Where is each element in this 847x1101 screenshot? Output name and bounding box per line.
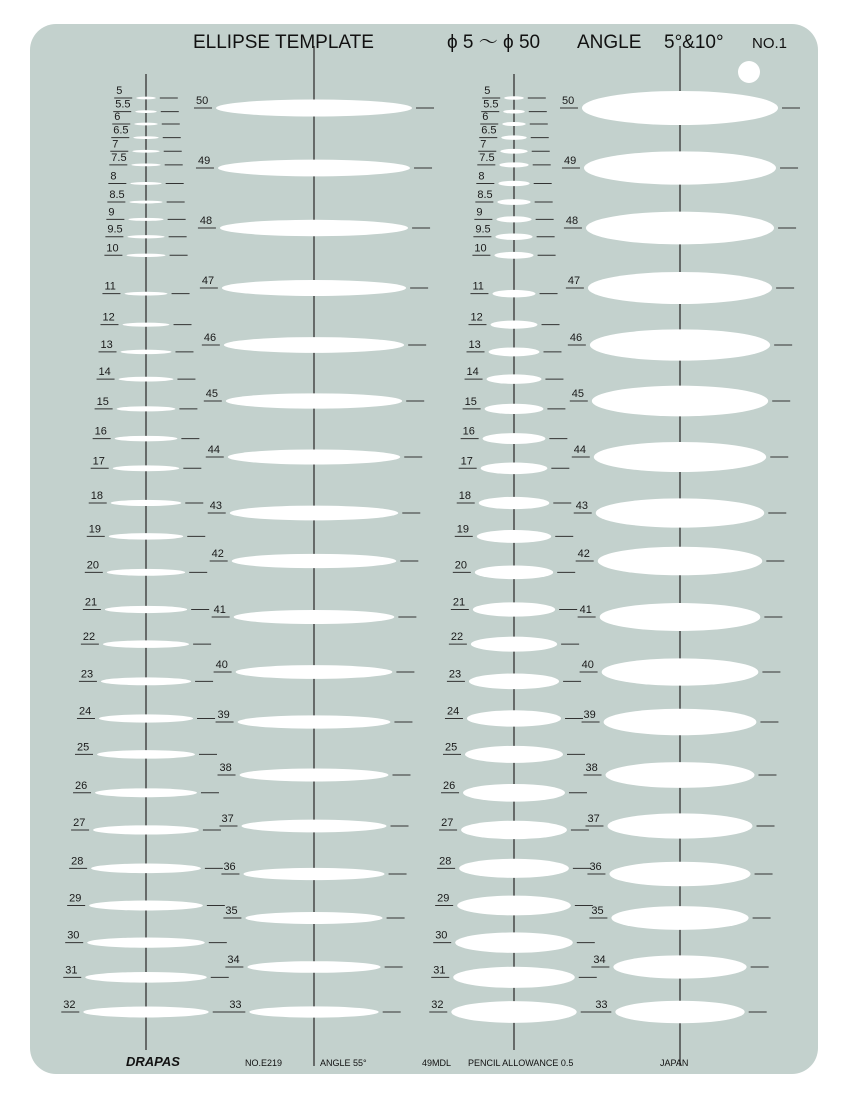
size-label-left-small-29: 29 xyxy=(69,892,82,905)
size-label-left-large-43: 43 xyxy=(209,500,222,512)
size-label-right-large-49: 49 xyxy=(563,155,577,167)
size-label-right-small-19: 19 xyxy=(456,523,470,536)
size-label-left-large-33: 33 xyxy=(229,999,242,1011)
size-label-left-small-30: 30 xyxy=(67,929,80,942)
ellipse-right-large-39 xyxy=(604,709,757,736)
size-label-right-small-6: 6 xyxy=(482,111,489,124)
ellipse-left-large-34 xyxy=(247,961,380,973)
size-label-left-small-13: 13 xyxy=(100,338,113,351)
ellipse-left-small-32 xyxy=(83,1007,208,1018)
size-label-left-small-31: 31 xyxy=(65,964,78,977)
ellipse-right-large-37 xyxy=(607,813,752,838)
size-label-right-large-45: 45 xyxy=(571,388,585,400)
ellipse-right-large-50 xyxy=(582,91,778,125)
size-label-left-small-18: 18 xyxy=(90,489,103,502)
ellipse-left-small-11 xyxy=(124,292,167,296)
size-label-right-large-40: 40 xyxy=(581,659,594,671)
template-title: ELLIPSE TEMPLATE xyxy=(193,32,374,53)
size-label-left-large-46: 46 xyxy=(203,332,217,344)
ellipse-right-large-36 xyxy=(609,862,750,887)
ellipse-left-large-40 xyxy=(236,665,393,679)
size-label-left-small-8: 8 xyxy=(110,170,117,183)
ellipse-left-small-23 xyxy=(101,677,191,685)
size-label-left-large-36: 36 xyxy=(223,861,236,873)
size-label-left-small-6.5: 6.5 xyxy=(113,124,129,137)
size-label-left-small-9: 9 xyxy=(108,206,115,219)
ellipse-right-large-49 xyxy=(584,151,776,184)
ellipse-right-small-16 xyxy=(483,433,546,444)
ellipse-left-small-15 xyxy=(117,406,176,411)
size-label-left-small-11: 11 xyxy=(104,280,116,293)
ellipse-right-small-17 xyxy=(481,463,548,475)
ellipse-right-large-43 xyxy=(596,498,765,527)
ellipse-right-large-33 xyxy=(615,1001,744,1023)
ellipse-right-large-45 xyxy=(592,386,768,417)
ellipse-right-large-47 xyxy=(588,272,772,304)
ellipse-right-small-18 xyxy=(479,497,550,509)
ellipse-right-small-11 xyxy=(492,290,535,297)
size-label-left-large-45: 45 xyxy=(205,388,219,400)
ellipse-left-small-18 xyxy=(111,500,182,506)
size-label-left-large-48: 48 xyxy=(199,215,213,227)
size-label-right-large-44: 44 xyxy=(573,444,587,456)
size-label-right-small-16: 16 xyxy=(462,425,475,438)
ellipse-left-small-12 xyxy=(122,323,169,327)
ellipse-left-small-26 xyxy=(95,788,197,797)
ellipse-right-small-7 xyxy=(500,149,527,154)
ellipse-left-small-5.5 xyxy=(135,110,157,113)
size-label-right-large-50: 50 xyxy=(562,95,575,107)
ellipse-right-large-42 xyxy=(598,547,763,576)
ellipse-left-small-29 xyxy=(89,901,203,911)
ellipse-right-small-27 xyxy=(461,821,567,839)
size-label-right-small-23: 23 xyxy=(448,668,462,681)
diameter-range: ϕ 5 〜 ϕ 50 xyxy=(447,32,541,53)
size-label-right-small-28: 28 xyxy=(439,855,452,868)
size-label-right-large-37: 37 xyxy=(587,813,600,825)
size-label-right-large-42: 42 xyxy=(577,548,590,560)
size-label-right-small-15: 15 xyxy=(464,395,477,408)
size-label-right-large-36: 36 xyxy=(589,861,602,873)
ellipse-right-small-25 xyxy=(465,746,563,763)
size-label-right-small-24: 24 xyxy=(446,705,460,718)
size-label-right-small-27: 27 xyxy=(441,816,454,829)
ellipse-left-large-37 xyxy=(241,820,386,833)
size-label-right-small-20: 20 xyxy=(454,559,468,572)
size-label-left-small-16: 16 xyxy=(94,425,107,438)
ellipse-right-large-34 xyxy=(613,955,746,978)
ellipse-left-small-10 xyxy=(126,254,165,257)
size-label-right-small-7: 7 xyxy=(480,138,487,151)
size-label-left-large-49: 49 xyxy=(197,155,211,167)
size-label-left-large-37: 37 xyxy=(221,813,234,825)
footer-mdl: 49MDL xyxy=(422,1058,452,1068)
model-number: NO.E219 xyxy=(245,1058,283,1068)
ellipse-left-large-47 xyxy=(222,280,406,296)
size-label-right-large-39: 39 xyxy=(583,709,596,721)
ellipse-right-small-20 xyxy=(475,566,553,580)
ellipse-left-small-5 xyxy=(136,97,156,100)
size-label-left-small-19: 19 xyxy=(88,523,102,536)
ellipse-left-small-7 xyxy=(132,150,159,153)
size-label-right-large-35: 35 xyxy=(591,905,604,917)
size-label-left-large-50: 50 xyxy=(196,95,209,107)
ellipse-left-small-13 xyxy=(121,350,172,354)
ellipse-right-small-8 xyxy=(498,181,529,186)
ellipse-right-small-9.5 xyxy=(495,233,532,239)
ellipse-right-small-5.5 xyxy=(503,110,525,114)
size-label-right-small-25: 25 xyxy=(445,741,458,754)
ellipse-right-small-9 xyxy=(496,216,531,222)
ellipse-left-small-21 xyxy=(105,606,187,613)
ellipse-right-small-32 xyxy=(451,1001,576,1023)
ellipse-left-large-43 xyxy=(230,506,399,521)
size-label-right-large-46: 46 xyxy=(569,332,583,344)
ellipse-right-large-41 xyxy=(600,603,761,631)
ellipse-left-large-50 xyxy=(216,99,412,116)
size-label-left-small-8.5: 8.5 xyxy=(109,189,125,202)
size-label-right-small-32: 32 xyxy=(431,999,444,1011)
size-label-left-small-27: 27 xyxy=(73,816,86,829)
ellipse-right-small-6 xyxy=(502,122,526,126)
angle-values: 5°&10° xyxy=(664,32,724,53)
ellipse-right-large-40 xyxy=(602,658,759,685)
ellipse-right-small-28 xyxy=(459,859,569,878)
size-label-right-small-29: 29 xyxy=(437,892,450,905)
ellipse-left-large-38 xyxy=(240,769,389,782)
size-label-left-small-17: 17 xyxy=(92,455,105,468)
size-label-left-large-35: 35 xyxy=(225,905,238,917)
size-label-left-large-47: 47 xyxy=(201,275,215,287)
size-label-right-large-41: 41 xyxy=(579,604,592,616)
size-label-left-small-9.5: 9.5 xyxy=(107,223,123,236)
size-label-left-small-5: 5 xyxy=(116,85,123,97)
ellipse-left-small-28 xyxy=(91,864,201,874)
size-label-right-small-11: 11 xyxy=(472,280,484,293)
size-label-left-large-39: 39 xyxy=(217,709,230,721)
size-label-right-small-6.5: 6.5 xyxy=(481,124,497,137)
ellipse-right-small-6.5 xyxy=(501,135,526,139)
size-label-left-small-23: 23 xyxy=(80,668,94,681)
size-label-right-small-9.5: 9.5 xyxy=(475,223,491,236)
ellipse-left-small-31 xyxy=(85,972,207,983)
pencil-allowance: PENCIL ALLOWANCE 0.5 xyxy=(468,1058,574,1068)
size-label-left-large-42: 42 xyxy=(211,548,224,560)
ellipse-left-large-36 xyxy=(243,868,384,880)
ellipse-right-small-19 xyxy=(477,530,551,543)
size-label-right-small-5: 5 xyxy=(484,85,491,97)
size-label-right-large-48: 48 xyxy=(565,215,579,227)
ellipse-left-large-33 xyxy=(249,1006,378,1017)
ellipse-left-small-14 xyxy=(119,377,174,382)
size-label-right-small-14: 14 xyxy=(466,366,479,379)
ellipse-left-large-48 xyxy=(220,220,408,236)
size-label-left-large-38: 38 xyxy=(219,762,232,774)
size-label-left-small-14: 14 xyxy=(98,366,111,379)
size-label-right-small-26: 26 xyxy=(443,779,456,792)
ellipse-right-small-23 xyxy=(469,673,559,689)
ellipse-left-small-6.5 xyxy=(133,136,158,139)
size-label-left-large-34: 34 xyxy=(227,954,240,966)
ellipse-right-large-38 xyxy=(606,762,755,788)
ellipse-right-small-29 xyxy=(457,896,571,916)
hanging-hole xyxy=(738,61,760,83)
size-label-right-small-8.5: 8.5 xyxy=(477,189,493,202)
ellipse-right-small-22 xyxy=(471,637,557,652)
ellipse-right-small-7.5 xyxy=(499,162,528,167)
footer-angle: ANGLE 55° xyxy=(320,1058,367,1068)
ellipse-right-small-24 xyxy=(467,710,561,726)
size-label-left-small-21: 21 xyxy=(84,596,98,609)
ellipse-left-large-49 xyxy=(218,160,410,177)
brand-logo: DRAPAS xyxy=(126,1054,180,1069)
template-number: NO.1 xyxy=(752,35,788,52)
size-label-right-small-10: 10 xyxy=(474,242,487,255)
size-label-left-small-20: 20 xyxy=(86,559,100,572)
size-label-left-large-40: 40 xyxy=(215,659,228,671)
ellipse-left-small-8.5 xyxy=(129,201,162,204)
ellipse-left-small-22 xyxy=(103,640,189,648)
ellipse-left-large-46 xyxy=(224,337,404,353)
ellipse-left-large-42 xyxy=(232,554,397,568)
size-label-left-small-12: 12 xyxy=(102,311,115,324)
angle-label: ANGLE xyxy=(577,32,642,53)
size-label-right-small-9: 9 xyxy=(476,206,483,219)
size-label-left-small-28: 28 xyxy=(71,855,84,868)
size-label-right-small-17: 17 xyxy=(460,455,473,468)
ellipse-left-large-35 xyxy=(245,912,382,924)
ellipse-left-small-17 xyxy=(113,465,180,471)
ellipse-right-small-21 xyxy=(473,602,555,616)
size-label-left-small-5.5: 5.5 xyxy=(115,98,131,111)
size-label-left-small-6: 6 xyxy=(114,111,121,124)
size-label-right-small-22: 22 xyxy=(450,631,464,644)
ellipse-right-large-44 xyxy=(594,442,766,472)
ellipse-left-small-7.5 xyxy=(131,163,160,166)
ellipse-left-small-19 xyxy=(109,533,183,539)
ellipse-right-small-15 xyxy=(485,404,544,414)
ellipse-left-small-8 xyxy=(130,182,161,185)
ellipse-right-large-48 xyxy=(586,212,774,245)
size-label-left-small-7.5: 7.5 xyxy=(111,151,127,164)
size-label-right-small-8: 8 xyxy=(478,170,485,183)
ellipse-left-large-39 xyxy=(238,715,391,728)
ellipse-right-small-5 xyxy=(504,96,524,99)
size-label-left-small-26: 26 xyxy=(75,779,88,792)
ellipse-right-small-26 xyxy=(463,784,565,802)
ellipse-left-large-41 xyxy=(234,610,395,624)
size-label-right-large-38: 38 xyxy=(585,762,598,774)
ellipse-right-large-46 xyxy=(590,329,770,360)
size-label-left-small-24: 24 xyxy=(78,705,92,718)
size-label-right-small-13: 13 xyxy=(468,338,481,351)
size-label-right-large-47: 47 xyxy=(567,275,581,287)
size-label-left-small-25: 25 xyxy=(77,741,90,754)
ellipse-left-small-9.5 xyxy=(127,235,164,238)
size-label-right-small-5.5: 5.5 xyxy=(483,98,499,111)
ellipse-right-small-13 xyxy=(489,347,540,356)
ellipse-right-small-12 xyxy=(490,321,537,329)
size-label-left-large-41: 41 xyxy=(213,604,226,616)
ellipse-left-small-24 xyxy=(99,714,193,722)
size-label-right-large-34: 34 xyxy=(593,954,606,966)
ellipse-right-small-31 xyxy=(453,967,575,988)
ellipse-right-small-8.5 xyxy=(497,199,530,205)
size-label-right-small-7.5: 7.5 xyxy=(479,151,495,164)
origin-label: JAPAN xyxy=(660,1058,689,1068)
ellipse-right-small-14 xyxy=(487,374,542,384)
size-label-left-small-32: 32 xyxy=(63,999,76,1011)
ellipse-left-small-9 xyxy=(128,218,163,221)
size-label-right-small-12: 12 xyxy=(470,311,483,324)
size-label-right-small-30: 30 xyxy=(435,929,448,942)
size-label-right-large-33: 33 xyxy=(595,999,608,1011)
size-label-right-small-31: 31 xyxy=(433,964,446,977)
ellipse-left-large-45 xyxy=(226,393,402,408)
ellipse-right-small-30 xyxy=(455,932,573,952)
ellipse-right-small-10 xyxy=(494,252,533,259)
ellipse-left-small-25 xyxy=(97,750,195,759)
ellipse-left-small-27 xyxy=(93,825,199,834)
ellipse-left-large-44 xyxy=(228,449,400,464)
size-label-right-large-43: 43 xyxy=(575,500,588,512)
size-label-left-small-15: 15 xyxy=(96,395,109,408)
size-label-left-small-10: 10 xyxy=(106,242,119,255)
size-label-left-small-7: 7 xyxy=(112,138,119,151)
size-label-left-small-22: 22 xyxy=(82,631,96,644)
size-label-right-small-21: 21 xyxy=(452,596,466,609)
ellipse-left-small-16 xyxy=(115,436,178,441)
ellipse-left-small-30 xyxy=(87,938,205,948)
size-label-left-large-44: 44 xyxy=(207,444,221,456)
size-label-right-small-18: 18 xyxy=(458,489,471,502)
ellipse-right-large-35 xyxy=(611,906,748,930)
ellipse-left-small-6 xyxy=(134,123,158,126)
ellipse-left-small-20 xyxy=(107,569,185,576)
